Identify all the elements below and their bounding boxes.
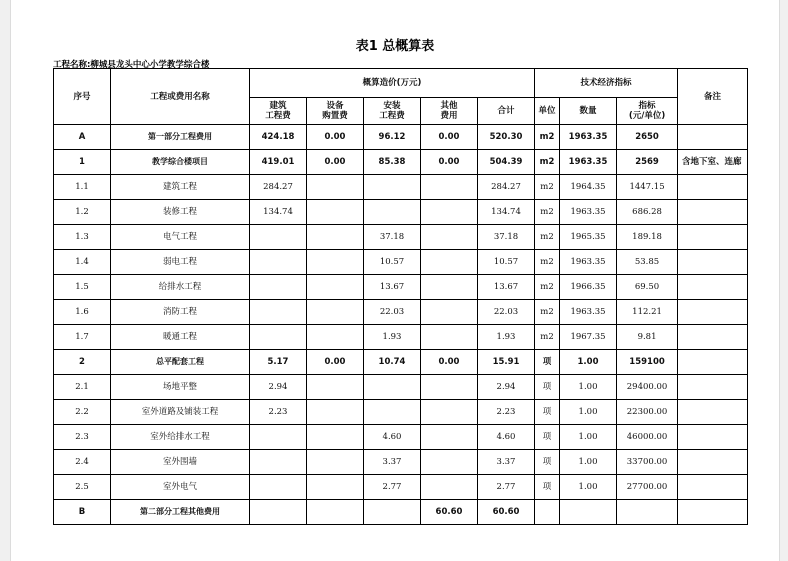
cell-index: 46000.00: [617, 425, 678, 450]
cell-remark: [678, 125, 748, 150]
cell-remark: [678, 225, 748, 250]
cell-remark: [678, 175, 748, 200]
cell-name: 室外道路及铺装工程: [111, 400, 250, 425]
cell-equip: [307, 375, 364, 400]
cell-other: [421, 250, 478, 275]
cell-build: 2.23: [250, 400, 307, 425]
cell-seq: A: [54, 125, 111, 150]
cell-install: [364, 375, 421, 400]
cell-qty: 1967.35: [560, 325, 617, 350]
cell-unit: m2: [535, 225, 560, 250]
cell-index: 27700.00: [617, 475, 678, 500]
cell-unit: [535, 500, 560, 525]
cell-name: 第一部分工程费用: [111, 125, 250, 150]
cell-qty: 1963.35: [560, 250, 617, 275]
cell-seq: 1: [54, 150, 111, 175]
cell-other: [421, 225, 478, 250]
cell-install: 37.18: [364, 225, 421, 250]
cell-unit: 项: [535, 450, 560, 475]
table-row: [54, 125, 748, 150]
cell-other: 0.00: [421, 125, 478, 150]
cell-qty: 1.00: [560, 375, 617, 400]
table-row: [54, 200, 748, 225]
cell-build: [250, 225, 307, 250]
table-row: [54, 300, 748, 325]
cell-other: [421, 300, 478, 325]
cell-other: [421, 175, 478, 200]
table-row: [54, 350, 748, 375]
header-seq: 序号: [54, 69, 111, 125]
cell-name: 教学综合楼项目: [111, 150, 250, 175]
cell-build: 5.17: [250, 350, 307, 375]
cell-other: [421, 325, 478, 350]
cell-install: 1.93: [364, 325, 421, 350]
table-row: [54, 375, 748, 400]
cell-install: 85.38: [364, 150, 421, 175]
cell-remark: [678, 450, 748, 475]
cell-total: 2.94: [478, 375, 535, 400]
cell-seq: 2.2: [54, 400, 111, 425]
cell-build: [250, 275, 307, 300]
cell-name: 室外围墙: [111, 450, 250, 475]
cell-total: 520.30: [478, 125, 535, 150]
cell-qty: 1965.35: [560, 225, 617, 250]
cell-remark: [678, 350, 748, 375]
cell-build: 2.94: [250, 375, 307, 400]
cell-install: 10.74: [364, 350, 421, 375]
cell-qty: 1963.35: [560, 200, 617, 225]
cell-build: 134.74: [250, 200, 307, 225]
header-install: 安装 工程费: [364, 98, 421, 125]
header-name: 工程或费用名称: [111, 69, 250, 125]
cell-index: 189.18: [617, 225, 678, 250]
cell-seq: 2.3: [54, 425, 111, 450]
table-row: [54, 425, 748, 450]
cell-remark: 含地下室、连廊: [678, 150, 748, 175]
cell-install: 96.12: [364, 125, 421, 150]
cell-name: 装修工程: [111, 200, 250, 225]
table-row: [54, 450, 748, 475]
header-equip: 设备 购置费: [307, 98, 364, 125]
cell-unit: 项: [535, 475, 560, 500]
cell-other: [421, 200, 478, 225]
cell-seq: 1.3: [54, 225, 111, 250]
cell-total: 37.18: [478, 225, 535, 250]
cell-equip: [307, 275, 364, 300]
cell-other: [421, 475, 478, 500]
cell-other: [421, 450, 478, 475]
cell-equip: [307, 400, 364, 425]
cell-equip: 0.00: [307, 150, 364, 175]
table-title: 表1 总概算表: [355, 39, 435, 54]
cell-index: 686.28: [617, 200, 678, 225]
cell-other: [421, 400, 478, 425]
cell-seq: 1.6: [54, 300, 111, 325]
cell-install: 22.03: [364, 300, 421, 325]
cell-seq: 1.5: [54, 275, 111, 300]
cell-remark: [678, 475, 748, 500]
cell-name: 消防工程: [111, 300, 250, 325]
cell-seq: B: [54, 500, 111, 525]
cell-unit: 项: [535, 375, 560, 400]
project-name-label: 工程名称:柳城县龙头中心小学教学综合楼: [53, 60, 210, 70]
cell-unit: 项: [535, 350, 560, 375]
table-row: [54, 150, 748, 175]
cell-name: 第二部分工程其他费用: [111, 500, 250, 525]
cell-index: 69.50: [617, 275, 678, 300]
cell-equip: [307, 475, 364, 500]
header-other: 其他 费用: [421, 98, 478, 125]
cell-remark: [678, 375, 748, 400]
cell-equip: 0.00: [307, 125, 364, 150]
cell-total: 504.39: [478, 150, 535, 175]
cell-index: 1447.15: [617, 175, 678, 200]
cell-unit: m2: [535, 200, 560, 225]
budget-summary-table: [53, 68, 748, 525]
cell-total: 2.23: [478, 400, 535, 425]
cell-qty: 1.00: [560, 475, 617, 500]
cell-total: 60.60: [478, 500, 535, 525]
cell-remark: [678, 400, 748, 425]
table-row: [54, 500, 748, 525]
cell-remark: [678, 200, 748, 225]
header-row-1: [54, 69, 748, 98]
cell-name: 总平配套工程: [111, 350, 250, 375]
cell-equip: [307, 450, 364, 475]
cell-index: 2569: [617, 150, 678, 175]
cell-seq: 1.1: [54, 175, 111, 200]
cell-build: [250, 425, 307, 450]
header-cost-group: 概算造价(万元): [250, 69, 535, 98]
cell-build: [250, 325, 307, 350]
cell-build: 424.18: [250, 125, 307, 150]
cell-seq: 1.4: [54, 250, 111, 275]
cell-equip: [307, 325, 364, 350]
cell-index: 33700.00: [617, 450, 678, 475]
header-unit: 单位: [535, 98, 560, 125]
cell-qty: 1.00: [560, 400, 617, 425]
cell-index: 22300.00: [617, 400, 678, 425]
cell-unit: m2: [535, 175, 560, 200]
cell-qty: 1.00: [560, 350, 617, 375]
cell-other: [421, 425, 478, 450]
cell-total: 3.37: [478, 450, 535, 475]
cell-install: 4.60: [364, 425, 421, 450]
cell-index: [617, 500, 678, 525]
cell-unit: m2: [535, 300, 560, 325]
cell-equip: [307, 200, 364, 225]
cell-total: 134.74: [478, 200, 535, 225]
header-index: 指标 (元/单位): [617, 98, 678, 125]
cell-index: 159100: [617, 350, 678, 375]
cell-other: 60.60: [421, 500, 478, 525]
cell-seq: 2: [54, 350, 111, 375]
cell-equip: [307, 225, 364, 250]
table-row: [54, 175, 748, 200]
cell-name: 场地平整: [111, 375, 250, 400]
cell-other: 0.00: [421, 350, 478, 375]
cell-qty: 1963.35: [560, 125, 617, 150]
cell-name: 暖通工程: [111, 325, 250, 350]
cell-equip: [307, 500, 364, 525]
cell-index: 2650: [617, 125, 678, 150]
header-remark: 备注: [678, 69, 748, 125]
header-tech-group: 技术经济指标: [535, 69, 678, 98]
cell-equip: [307, 300, 364, 325]
cell-seq: 2.5: [54, 475, 111, 500]
cell-index: 29400.00: [617, 375, 678, 400]
cell-unit: m2: [535, 150, 560, 175]
cell-total: 22.03: [478, 300, 535, 325]
cell-index: 53.85: [617, 250, 678, 275]
header-build: 建筑 工程费: [250, 98, 307, 125]
cell-other: [421, 275, 478, 300]
cell-qty: 1.00: [560, 425, 617, 450]
cell-install: 13.67: [364, 275, 421, 300]
header-total: 合计: [478, 98, 535, 125]
cell-install: 10.57: [364, 250, 421, 275]
cell-qty: 1963.35: [560, 150, 617, 175]
cell-index: 112.21: [617, 300, 678, 325]
cell-name: 建筑工程: [111, 175, 250, 200]
table-row: [54, 250, 748, 275]
cell-index: 9.81: [617, 325, 678, 350]
table-row: [54, 225, 748, 250]
cell-unit: 项: [535, 400, 560, 425]
cell-total: 284.27: [478, 175, 535, 200]
cell-remark: [678, 325, 748, 350]
cell-other: [421, 375, 478, 400]
table-row: [54, 275, 748, 300]
cell-install: [364, 400, 421, 425]
cell-install: 2.77: [364, 475, 421, 500]
cell-name: 弱电工程: [111, 250, 250, 275]
cell-remark: [678, 300, 748, 325]
cell-total: 1.93: [478, 325, 535, 350]
cell-qty: [560, 500, 617, 525]
cell-qty: 1.00: [560, 450, 617, 475]
document-page: [10, 0, 780, 561]
cell-total: 4.60: [478, 425, 535, 450]
cell-total: 10.57: [478, 250, 535, 275]
cell-total: 2.77: [478, 475, 535, 500]
cell-build: [250, 500, 307, 525]
cell-build: 419.01: [250, 150, 307, 175]
cell-qty: 1964.35: [560, 175, 617, 200]
cell-build: 284.27: [250, 175, 307, 200]
cell-unit: 项: [535, 425, 560, 450]
cell-unit: m2: [535, 275, 560, 300]
table-row: [54, 475, 748, 500]
cell-other: 0.00: [421, 150, 478, 175]
cell-equip: [307, 425, 364, 450]
cell-build: [250, 300, 307, 325]
cell-qty: 1963.35: [560, 300, 617, 325]
cell-remark: [678, 275, 748, 300]
cell-seq: 1.7: [54, 325, 111, 350]
cell-equip: [307, 250, 364, 275]
cell-build: [250, 450, 307, 475]
cell-remark: [678, 425, 748, 450]
cell-seq: 1.2: [54, 200, 111, 225]
cell-install: [364, 200, 421, 225]
cell-name: 室外电气: [111, 475, 250, 500]
cell-install: 3.37: [364, 450, 421, 475]
cell-install: [364, 500, 421, 525]
cell-name: 室外给排水工程: [111, 425, 250, 450]
cell-remark: [678, 250, 748, 275]
cell-remark: [678, 500, 748, 525]
cell-equip: [307, 175, 364, 200]
cell-seq: 2.1: [54, 375, 111, 400]
cell-unit: m2: [535, 250, 560, 275]
cell-unit: m2: [535, 325, 560, 350]
cell-name: 电气工程: [111, 225, 250, 250]
cell-equip: 0.00: [307, 350, 364, 375]
table-row: [54, 325, 748, 350]
cell-install: [364, 175, 421, 200]
cell-build: [250, 475, 307, 500]
header-qty: 数量: [560, 98, 617, 125]
cell-name: 给排水工程: [111, 275, 250, 300]
cell-total: 13.67: [478, 275, 535, 300]
cell-total: 15.91: [478, 350, 535, 375]
cell-build: [250, 250, 307, 275]
table-row: [54, 400, 748, 425]
cell-qty: 1966.35: [560, 275, 617, 300]
cell-seq: 2.4: [54, 450, 111, 475]
cell-unit: m2: [535, 125, 560, 150]
